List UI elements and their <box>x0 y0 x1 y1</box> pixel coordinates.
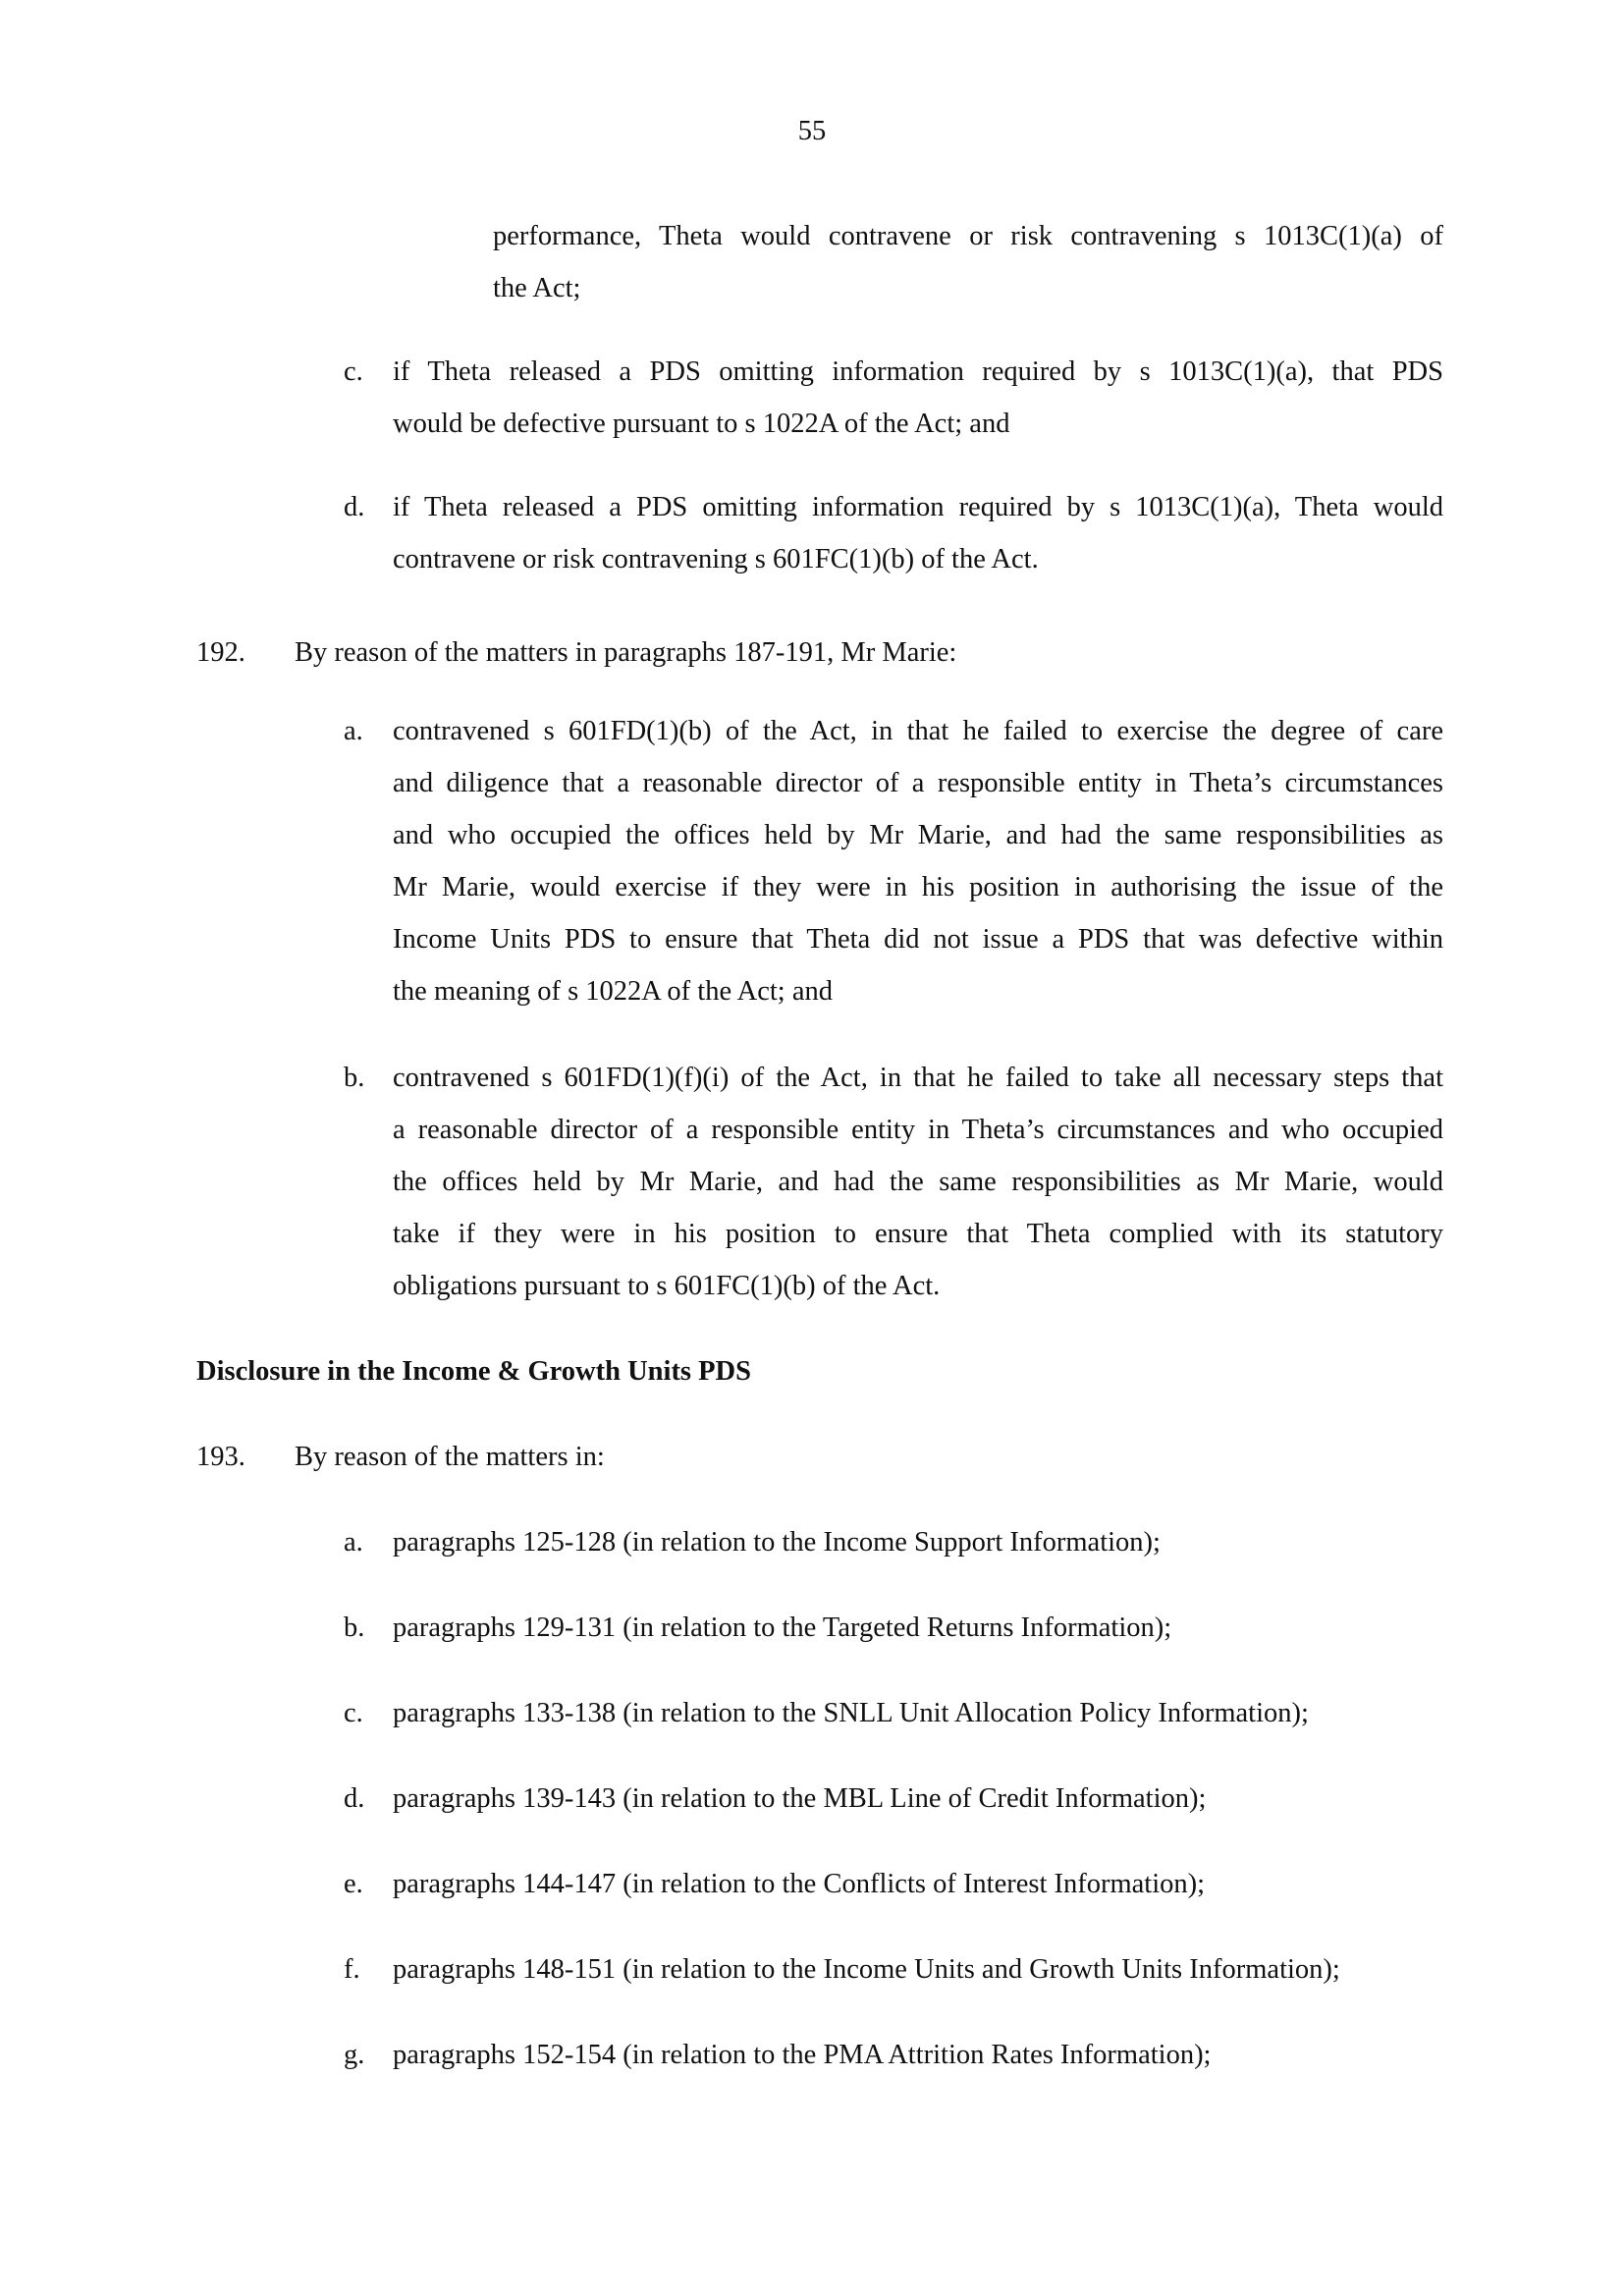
text-line: and diligence that a reasonable director of a responsible entity in Theta’s circumstances <box>393 768 1443 798</box>
text-line: contravened s 601FD(1)(b) of the Act, in that he failed to exercise the degree of care <box>393 716 1443 746</box>
paragraph-text: By reason of the matters in: <box>295 1442 605 1472</box>
text-line: paragraphs 139-143 (in relation to the MBL Line of Credit Information); <box>393 1783 1207 1814</box>
item-label: b. <box>344 1063 365 1093</box>
text-line: performance, Theta would contravene or risk contravening s 1013C(1)(a) of <box>493 221 1443 251</box>
item-label: g. <box>344 2040 365 2070</box>
item-label: b. <box>344 1613 365 1643</box>
text-line: obligations pursuant to s 601FC(1)(b) of the Act. <box>393 1271 941 1301</box>
paragraph-number: 192. <box>196 637 245 668</box>
item-text <box>393 1687 1443 1739</box>
item-label: a. <box>344 1527 363 1558</box>
continuation-text <box>493 210 1443 314</box>
item-label: a. <box>344 716 363 746</box>
item-label: e. <box>344 1869 363 1899</box>
section-heading: Disclosure in the Income & Growth Units PDS <box>196 1356 751 1387</box>
text-line: contravene or risk contravening s 601FC(1)(b) of the Act. <box>393 544 1039 574</box>
text-line: paragraphs 152-154 (in relation to the PMA Attrition Rates Information); <box>393 2040 1212 2070</box>
text-line: paragraphs 133-138 (in relation to the SNLL Unit Allocation Policy Information); <box>393 1698 1309 1728</box>
paragraph-number: 193. <box>196 1442 245 1472</box>
item-text <box>393 346 1443 450</box>
text-line: contravened s 601FD(1)(f)(i) of the Act, in that he failed to take all necessary steps that <box>393 1063 1443 1093</box>
text-line: a reasonable director of a responsible entity in Theta’s circumstances and who occupied <box>393 1115 1443 1145</box>
text-line: Mr Marie, would exercise if they were in his position in authorising the issue of the <box>393 872 1443 902</box>
item-label: d. <box>344 492 365 522</box>
text-line: the Act; <box>493 273 581 303</box>
item-label: c. <box>344 356 363 387</box>
item-text <box>393 481 1443 585</box>
text-line: if Theta released a PDS omitting information required by s 1013C(1)(a), Theta would <box>393 492 1443 522</box>
text-line: paragraphs 129-131 (in relation to the Targeted Returns Information); <box>393 1613 1172 1643</box>
item-text <box>393 1052 1443 1312</box>
item-text <box>393 705 1443 1017</box>
item-text <box>393 1602 1443 1654</box>
item-label: d. <box>344 1783 365 1814</box>
text-line: paragraphs 144-147 (in relation to the Conflicts of Interest Information); <box>393 1869 1206 1899</box>
text-line: the offices held by Mr Marie, and had the same responsibilities as Mr Marie, would <box>393 1167 1443 1197</box>
text-line: if Theta released a PDS omitting information required by s 1013C(1)(a), that PDS <box>393 356 1443 387</box>
text-line: would be defective pursuant to s 1022A of the Act; and <box>393 409 1010 439</box>
item-text <box>393 1943 1443 1995</box>
item-label: f. <box>344 1954 360 1985</box>
item-text <box>393 1773 1443 1825</box>
text-line: and who occupied the offices held by Mr Marie, and had the same responsibilities as <box>393 820 1443 850</box>
item-text <box>393 1516 1443 1568</box>
page-number: 55 <box>797 116 827 146</box>
item-text <box>393 1858 1443 1910</box>
item-text <box>393 2029 1443 2081</box>
text-line: Income Units PDS to ensure that Theta did not issue a PDS that was defective within <box>393 924 1443 955</box>
text-line: paragraphs 125-128 (in relation to the Income Support Information); <box>393 1527 1161 1558</box>
text-line: take if they were in his position to ensure that Theta complied with its statutory <box>393 1219 1443 1249</box>
text-line: paragraphs 148-151 (in relation to the Income Units and Growth Units Information); <box>393 1954 1340 1985</box>
text-line: the meaning of s 1022A of the Act; and <box>393 976 833 1007</box>
item-label: c. <box>344 1698 363 1728</box>
paragraph-text: By reason of the matters in paragraphs 187-191, Mr Marie: <box>295 637 957 668</box>
